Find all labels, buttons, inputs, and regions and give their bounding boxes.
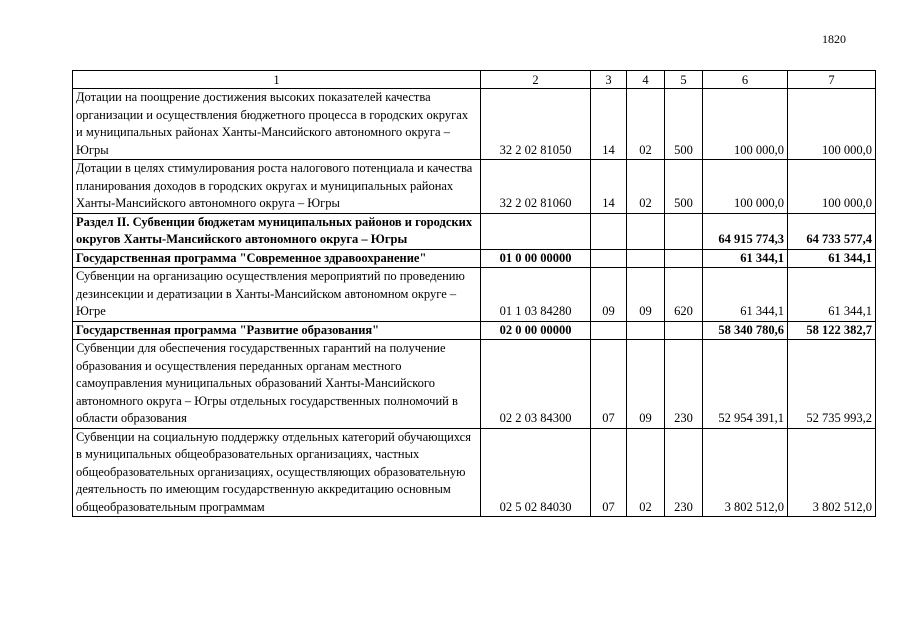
row-name-cell: Государственная программа "Современное здравоохранение" xyxy=(73,249,481,268)
row-value-2024-cell: 61 344,1 xyxy=(703,249,788,268)
row-section-cell xyxy=(591,213,627,249)
table-row xyxy=(73,321,876,340)
row-value-2025-cell: 61 344,1 xyxy=(788,268,876,322)
row-subsection-cell xyxy=(627,213,665,249)
row-value-2025-cell: 100 000,0 xyxy=(788,160,876,214)
header-col-7: 7 xyxy=(788,71,876,89)
header-col-1: 1 xyxy=(73,71,481,89)
row-type-cell xyxy=(665,249,703,268)
row-value-2025-cell: 52 735 993,2 xyxy=(788,340,876,429)
row-type-cell xyxy=(665,321,703,340)
row-value-2024-cell: 58 340 780,6 xyxy=(703,321,788,340)
row-value-2024-cell: 64 915 774,3 xyxy=(703,213,788,249)
table-row xyxy=(73,268,876,322)
row-code-cell: 32 2 02 81060 xyxy=(481,160,591,214)
row-name-cell: Субвенции для обеспечения государственных гарантий на получение образования и осуществления переданных органам местного самоуправления муниципальных образований Ханты-Мансийского автономного округа – Югры отдельных государственных полномочий в области образования xyxy=(73,340,481,429)
row-value-2025-cell: 58 122 382,7 xyxy=(788,321,876,340)
row-value-2024-cell: 100 000,0 xyxy=(703,160,788,214)
table-row xyxy=(73,160,876,214)
row-type-cell: 500 xyxy=(665,89,703,160)
row-name-cell: Дотации в целях стимулирования роста налогового потенциала и качества планирования доходов в городских округах и муниципальных районах Ханты-Мансийского автономного округа – Югры xyxy=(73,160,481,214)
row-subsection-cell: 02 xyxy=(627,89,665,160)
row-subsection-cell: 09 xyxy=(627,340,665,429)
row-value-2025-cell: 61 344,1 xyxy=(788,249,876,268)
row-subsection-cell: 02 xyxy=(627,428,665,517)
row-section-cell: 14 xyxy=(591,89,627,160)
row-type-cell: 620 xyxy=(665,268,703,322)
row-name-cell: Дотации на поощрение достижения высоких показателей качества организации и осуществления бюджетного процесса в городских округах и муниципальных районах Ханты-Мансийского автономного округа – Югры xyxy=(73,89,481,160)
row-code-cell xyxy=(481,213,591,249)
row-code-cell: 01 1 03 84280 xyxy=(481,268,591,322)
row-value-2024-cell: 100 000,0 xyxy=(703,89,788,160)
row-type-cell xyxy=(665,213,703,249)
row-type-cell: 500 xyxy=(665,160,703,214)
header-col-6: 6 xyxy=(703,71,788,89)
row-name-cell: Субвенции на социальную поддержку отдельных категорий обучающихся в муниципальных общеобразовательных организациях, частных общеобразовательных организациях, осуществляющих образовательную деятельность по имеющим государственную аккредитацию основным общеобразовательным программам xyxy=(73,428,481,517)
row-type-cell: 230 xyxy=(665,340,703,429)
header-col-3: 3 xyxy=(591,71,627,89)
table-row xyxy=(73,428,876,517)
row-subsection-cell: 02 xyxy=(627,160,665,214)
row-code-cell: 02 5 02 84030 xyxy=(481,428,591,517)
row-type-cell: 230 xyxy=(665,428,703,517)
row-section-cell: 07 xyxy=(591,340,627,429)
row-name-cell: Государственная программа "Развитие образования" xyxy=(73,321,481,340)
row-value-2024-cell: 52 954 391,1 xyxy=(703,340,788,429)
row-value-2025-cell: 64 733 577,4 xyxy=(788,213,876,249)
row-code-cell: 01 0 00 00000 xyxy=(481,249,591,268)
table-row xyxy=(73,340,876,429)
row-section-cell: 07 xyxy=(591,428,627,517)
row-value-2024-cell: 61 344,1 xyxy=(703,268,788,322)
row-code-cell: 02 0 00 00000 xyxy=(481,321,591,340)
header-row xyxy=(73,71,876,89)
budget-table xyxy=(72,70,876,517)
header-col-4: 4 xyxy=(627,71,665,89)
page-number: 1820 xyxy=(822,32,846,46)
row-section-cell xyxy=(591,321,627,340)
row-name-cell: Субвенции на организацию осуществления мероприятий по проведению дезинсекции и дератизации в Ханты-Мансийском автономном округе – Югре xyxy=(73,268,481,322)
row-code-cell: 02 2 03 84300 xyxy=(481,340,591,429)
row-code-cell: 32 2 02 81050 xyxy=(481,89,591,160)
row-subsection-cell xyxy=(627,321,665,340)
header-col-2: 2 xyxy=(481,71,591,89)
row-value-2025-cell: 100 000,0 xyxy=(788,89,876,160)
table-row xyxy=(73,213,876,249)
row-subsection-cell: 09 xyxy=(627,268,665,322)
row-subsection-cell xyxy=(627,249,665,268)
row-section-cell xyxy=(591,249,627,268)
row-section-cell: 09 xyxy=(591,268,627,322)
row-value-2025-cell: 3 802 512,0 xyxy=(788,428,876,517)
row-name-cell: Раздел II. Субвенции бюджетам муниципальных районов и городских округов Ханты-Мансийского автономного округа – Югры xyxy=(73,213,481,249)
row-section-cell: 14 xyxy=(591,160,627,214)
table-row xyxy=(73,249,876,268)
header-col-5: 5 xyxy=(665,71,703,89)
table-row xyxy=(73,89,876,160)
row-value-2024-cell: 3 802 512,0 xyxy=(703,428,788,517)
